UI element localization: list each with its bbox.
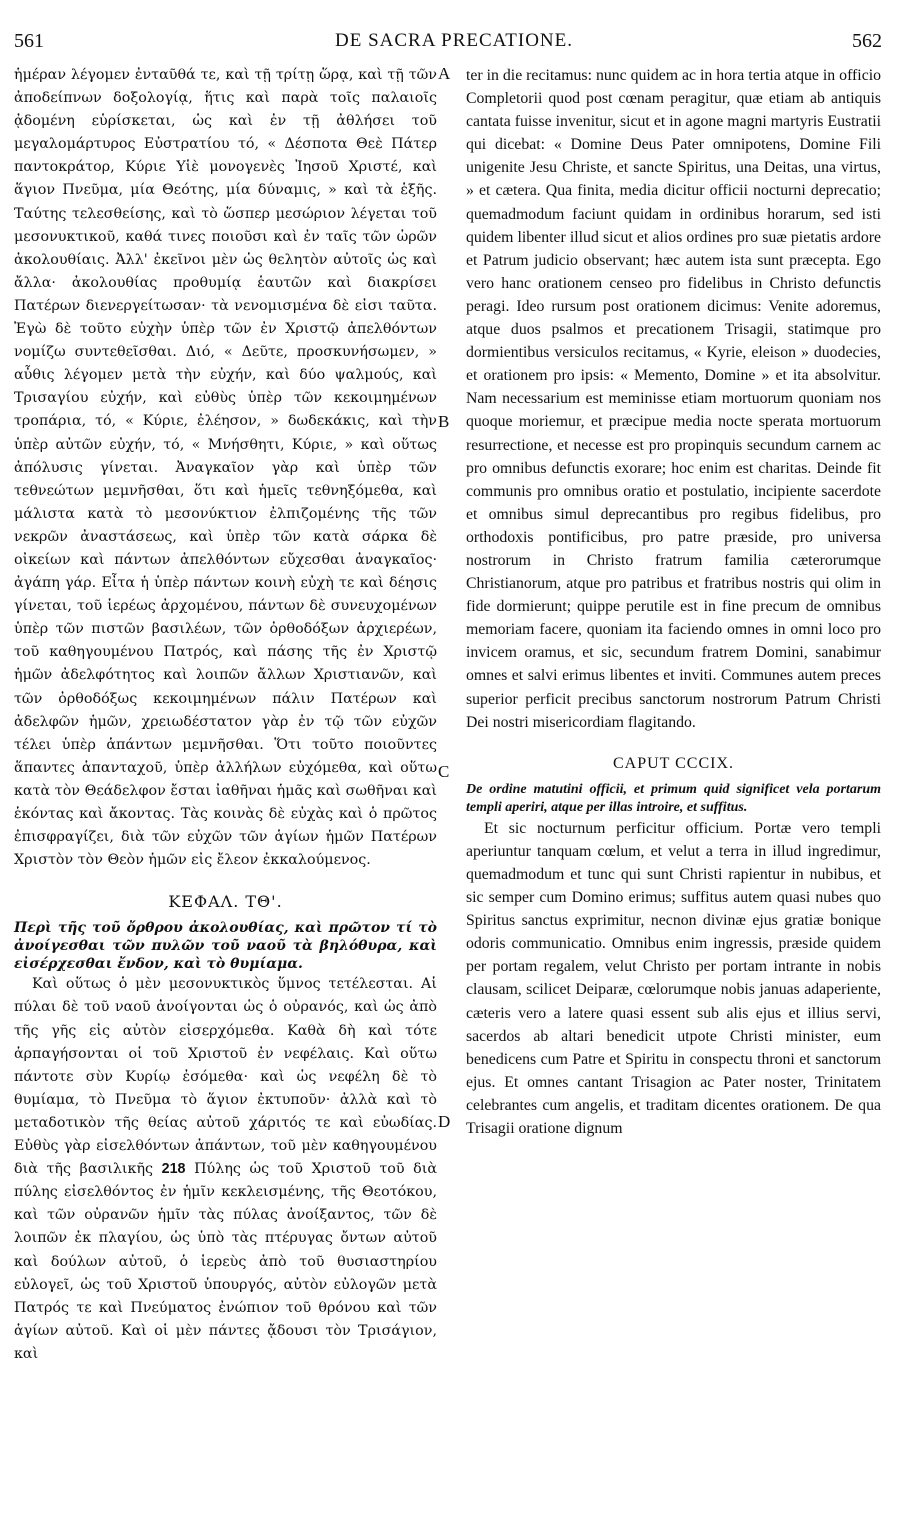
- margin-marker-a: A: [438, 64, 451, 83]
- latin-column: [466, 64, 881, 1140]
- latin-paragraph-2: Et sic nocturnum perficitur officium. Portæ vero templi aperiuntur tanquam cœlum, et velut a terra in illud ingredimur, quemadmodum et tunc qui sunt Christi rapientur in nubibus, et sic semper cum Domino erimus; suffitus autem quasi nubes quo Spiritus sanctus exprimitur, necnon divinæ ejus gratiæ bonique odoris communicatio. Omnibus enim ingressis, præside quidem per portam regalem, velut Christo per portam intrante in nobis clausam, scilicet Deiparæ, cœlorumque nobis januas adaperiente, cæteris vero a latere quasi essent sub alis ejus et illius servi, sacerdos ab altari benedicit utpote Christi minister, eum benedicens cum Patre et Spiritu in conspectu throni et sanctorum ejus. Et omnes cantant Trisagion ac Pater noster, Trinitatem celebrantes cum angelis, et traditam dicentes orationem. De qua Trisagii oratione dignum: [466, 819, 881, 1138]
- page-mark: 218: [161, 1161, 186, 1178]
- greek-paragraph-2-end: Πύλης ὡς τοῦ Χριστοῦ τοῦ διὰ πύλης εἰσελθόντος ἐν ἡμῖν κεκλεισμένης, τῆς Θεοτόκου, καὶ τῶν οὐρανῶν ἡμῖν τὰς πύλας ἀνοίξαντος, τῶν δὲ λοιπῶν ἐκ πλαγίου, ὡς ὑπὸ τὰς πτέρυγας ὄντων αὐτοῦ καὶ δούλων αὐτοῦ, ὁ ἱερεὺς ἀπὸ τοῦ θυσιαστηρίου εὐλογεῖ, ὡς τοῦ Χριστοῦ ὑπουργός, αὐτὸν εὐλογῶν μετὰ Πατρός τε καὶ Πνεύματος ἐνώπιον τοῦ θρόνου καὶ τῶν ἁγίων αὐτοῦ. Καὶ οἱ μὲν πάντες ᾄδουσι τὸν Τρισάγιον, καὶ: [14, 1161, 438, 1362]
- page-number-left: 561: [14, 30, 44, 52]
- greek-column: [14, 64, 437, 1366]
- running-title: DE SACRA PRECATIONE.: [335, 30, 573, 51]
- page-number-right: 562: [852, 30, 882, 52]
- greek-paragraph-2-start: Καὶ οὕτως ὁ μὲν μεσονυκτικὸς ὕμνος τετέλεσται. Αἱ πύλαι δὲ τοῦ ναοῦ ἀνοίγονται ὡς ὁ οὐρανός, καὶ ὡς ἀπὸ τῆς γῆς εἰς αὐτὸν εἰσερχόμεθα. Καθὰ δὴ καὶ τότε ἁρπαγήσονται οἱ τοῦ Χριστοῦ ἐν νεφέλαις. Καὶ οὕτω πάντοτε σὺν Κυρίῳ ἐσόμεθα· καὶ ὡς νεφέλη δὲ τὸ θυμίαμα, τὸ Πνεῦμα τὸ ἅγιον ἐκτυποῦν· ἀλλὰ καὶ τὸ μεταδοτικὸν τῆς θείας αὐτοῦ χάριτός τε καὶ εὐωδίας. Εὐθὺς γὰρ εἰσελθόντων ἁπάντων, τοῦ μὲν καθηγουμένου διὰ τῆς βασιλικῆς: [14, 976, 437, 1178]
- latin-paragraph: ter in die recitamus: nunc quidem ac in hora tertia atque in officio Completorii quod post cœnam peragitur, quæ etiam ab antiquis cantata fuisse invenitur, sicut et in agone magni martyris Eustratii qui dicebat: « Domine Deus Pater omnipotens, Domine Fili unigenite Jesu Christe, et sancte Spiritus, una Deitas, una virtus, » et cætera. Qua finita, media dicitur officii nocturni deprecatio; quemadmodum faciunt quidam in ordinibus horarum, sed isti quidem libenter illud sicut et alios ordines pro suæ pietatis ardore et Patrum judicio observant; hæc autem ista sunt præcepta. Ego vero hanc orationem censeo pro fidelibus in Christo defunctis peragi. Ideo rursum post orationem dicimus: Venite adoremus, atque duos psalmos et precationem Trisagii, statimque pro dormientibus versiculos recitamus, « Kyrie, eleison » duodecies, et orationem pro ipsis: « Memento, Domine » et ita absolvitur. Nam necessarium est meminisse etiam mortuorum quoniam nos quoque moriemur, et præcipue media nocte sperata mortuorum resurrectione, et necesse est pro propinquis secundum carnem ac pro omnibus defunctis exorare; hoc enim est charitas. Deinde fit communis pro omnibus oratio et postulatio, incipiente sacerdote et omnibus simul deprecantibus pro regibus fidelibus, pro orthodoxis pontificibus, pro patre præside, pro universa nostrorum in Christo fratrum familia cæterorumque Christianorum, atque pro patribus et fratribus nostris qui olim in fide dormierunt; quippe perutile est in fine precum de omnibus memoriam facere, quoniam ita faciendo omnes in omni loco pro invicem oramus, et sic, secundum fratrem Domini, sanabimur omnes et salvi erimus libentes et inviti. Communes autem preces superior perficit precibus sanctorum nostrorum Patrum Christi Dei nostri misericordiam flagitando.: [466, 67, 881, 731]
- margin-marker-c: C: [438, 762, 450, 781]
- latin-chapter-title: CAPUT CCCIX.: [612, 754, 735, 772]
- greek-paragraph-2: [14, 973, 437, 1366]
- latin-chapter-subtitle: De ordine matutini officii, et primum quid significet vela portarum templi aperiri, atque per illas introire, et suffitus.: [466, 781, 881, 815]
- margin-marker-b: B: [438, 412, 450, 431]
- greek-chapter-title: ΚΕΦΑΛ. ΤΘ'.: [168, 892, 283, 912]
- greek-chapter-subtitle: Περὶ τῆς τοῦ ὄρθρου ἀκολουθίας, καὶ πρῶτον τί τὸ ἀνοίγεσθαι τῶν πυλῶν τοῦ ναοῦ τὰ βηλόθυρα, καὶ εἰσέρχεσθαι ἔνδον, καὶ τὸ θυμίαμα.: [14, 920, 437, 973]
- greek-paragraph: ἡμέραν λέγομεν ἐνταῦθά τε, καὶ τῇ τρίτῃ ὥρᾳ, καὶ τῇ τῶν ἀποδείπνων δοξολογίᾳ, ἥτις καὶ παρὰ τοῖς παλαιοῖς ᾀδομένη εὑρίσκεται, ὡς καὶ ἐν τῇ ἀθλήσει τοῦ μεγαλομάρτυρος Εὐστρατίου τό, « Δέσποτα Θεὲ Πάτερ παντοκράτορ, Κύριε Υἱὲ μονογενὲς Ἰησοῦ Χριστέ, καὶ ἅγιον Πνεῦμα, μία Θεότης, μία δύναμις, » καὶ τὰ ἑξῆς. Ταύτης τελεσθείσης, καὶ τὸ ὥσπερ μεσώριον λέγεται τοῦ μεσονυκτικοῦ, καθά τινες ποιοῦσι καὶ ἐν ταῖς τῶν ὡρῶν ἀκολουθίαις. Ἀλλ' ἐκεῖνοι μὲν ὡς θελητὸν αὐτοῖς ὡς καὶ ἄλλα· ἀκολουθίας προθυμίᾳ ἑαυτῶν καὶ διακρίσει Πατέρων διενεργείτωσαν· τὰ νενομισμένα δὲ εἰσι ταῦτα. Ἐγὼ δὲ τοῦτο εὐχὴν ὑπὲρ τῶν ἐν Χριστῷ ἀπελθόντων νομίζω συντεθεῖσθαι. Διό, « Δεῦτε, προσκυνήσωμεν, » αὖθις λέγομεν μετὰ τὴν εὐχήν, καὶ δύο ψαλμούς, καὶ Τρισαγίου εὐχήν, καὶ εὐθὺς ὑπὲρ τῶν κεκοιμημένων τροπάρια, τό, « Κύριε, ἐλέησον, » δωδεκάκις, καὶ τὴν ὑπὲρ αὐτῶν εὐχήν, τό, « Μνήσθητι, Κύριε, » καὶ οὕτως ἀπόλυσις γίνεται. Ἀναγκαῖον γὰρ καὶ ὑπὲρ τῶν τεθνεώτων μεμνῆσθαι, ὅτι καὶ ἡμεῖς τεθνηξόμεθα, καὶ μάλιστα κατὰ τὸ μεσονύκτιον ἐλπιζομένης τῆς τῶν νεκρῶν ἀναστάσεως, καὶ ὑπὲρ τῶν κατὰ σάρκα δὲ οἰκείων καὶ πάντων ἀπελθόντων εὔχεσθαι ἀναγκαῖος· ἀγάπη γάρ. Εἶτα ἡ ὑπὲρ πάντων κοινὴ εὐχὴ τε καὶ δέησις γίνεται, τοῦ ἱερέως ἀρχομένου, πάντων δὲ συνευχομένων ὑπὲρ τῶν πιστῶν βασιλέων, τῶν ὀρθοδόξων ἀρχιερέων, τοῦ καθηγουμένου Πατρός, καὶ πάσης τῆς ἐν Χριστῷ ἡμῶν ἀδελφότητος καὶ λοιπῶν ἄλλων Χριστιανῶν, καὶ τῶν ὀρθοδόξως κεκοιμημένων πάλιν Πατέρων καὶ ἀδελφῶν ἡμῶν, χρειωδέστατον γὰρ ἐν τῷ τῶν εὐχῶν τέλει ὑπὲρ ἁπάντων μεμνῆσθαι. Ὅτι τοῦτο ποιοῦντες ἅπαντες ἁπανταχοῦ, ὑπὲρ ἀλλήλων εὐχόμεθα, καὶ οὕτω κατὰ τὸν Θεάδελφον ἔσται ἰαθῆναι ἡμᾶς καὶ σωθῆναι καὶ ἑκόντας καὶ ἄκοντας. Τὰς κοινὰς δὲ εὐχὰς καὶ ὁ πρῶτος ἐπισφραγίζει, διὰ τῶν εὐχῶν τῶν ἁγίων ἡμῶν Πατέρων Χριστὸν τὸν Θεὸν ἡμῶν εἰς ἔλεον ἐκκαλούμενος.: [14, 67, 437, 869]
- page-header: [0, 30, 908, 60]
- margin-marker-d: D: [438, 1112, 451, 1131]
